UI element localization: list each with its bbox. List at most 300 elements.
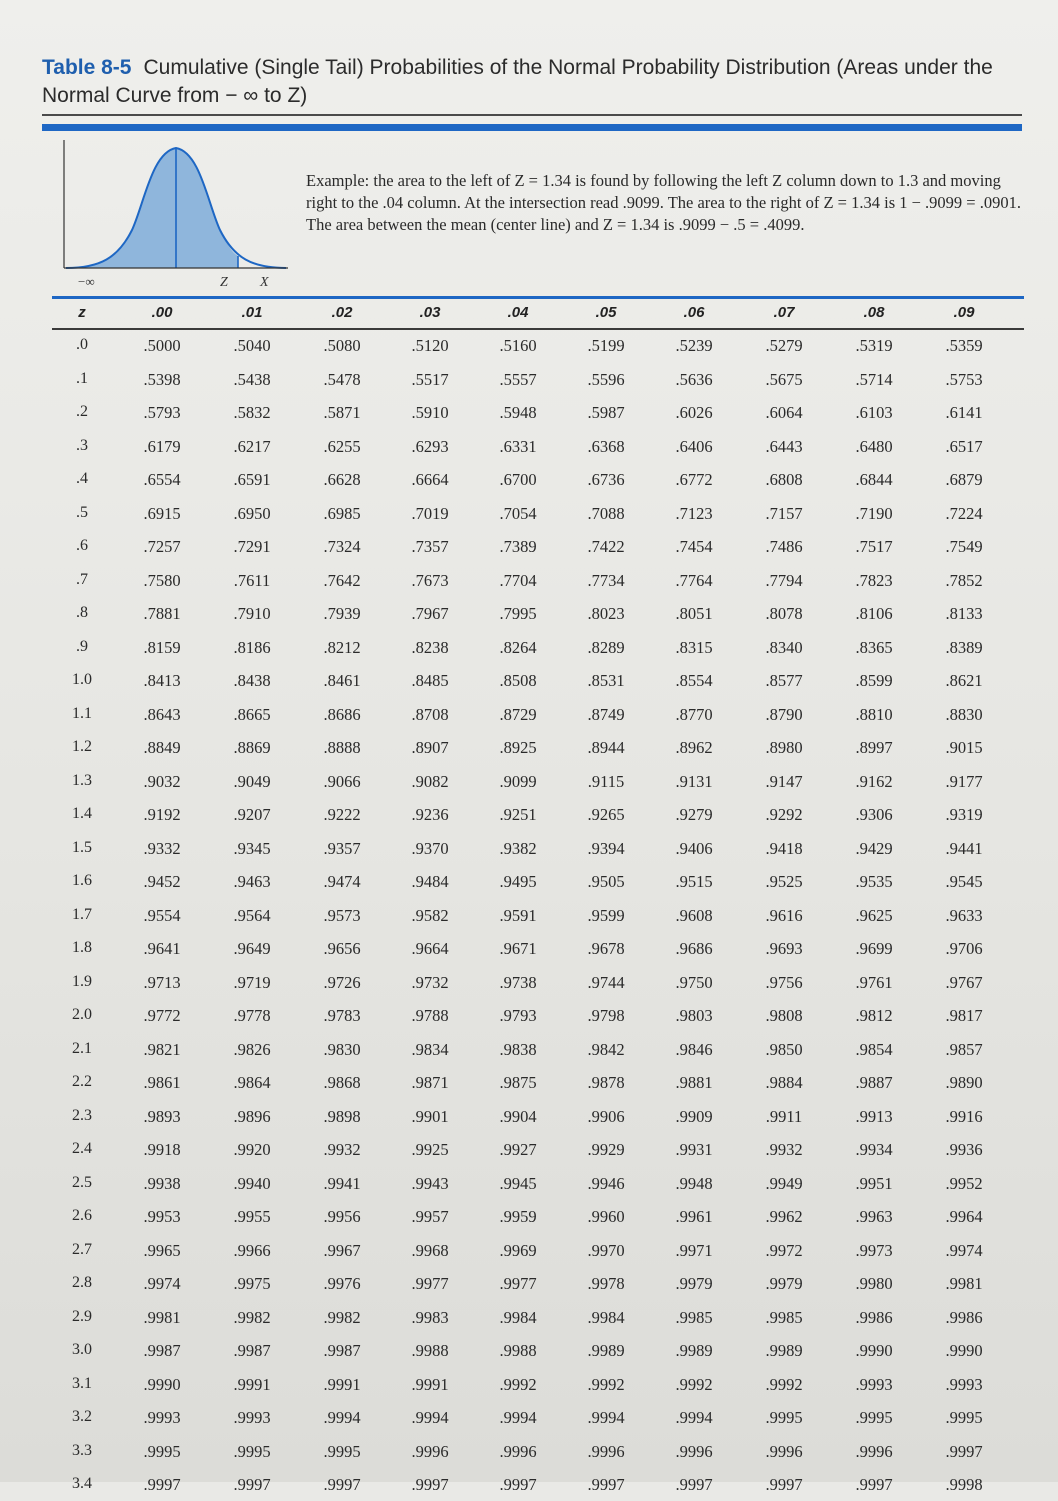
probability-cell: .8790	[765, 704, 803, 724]
probability-cell: .8888	[323, 738, 361, 757]
header-col: .05	[595, 304, 617, 321]
probability-cell: .9984	[587, 1307, 625, 1327]
probability-cell: .7939	[323, 604, 361, 623]
probability-cell: .9222	[323, 805, 361, 824]
probability-cell: .9082	[411, 771, 449, 791]
probability-cell: .9896	[233, 1106, 271, 1126]
table-caption: Cumulative (Single Tail) Probabilities of the Normal Probability Distribution (Areas under the Normal Curve from − ∞ to Z)	[42, 56, 993, 107]
probability-cell: .6591	[233, 470, 271, 489]
probability-cell: .9967	[323, 1240, 361, 1260]
probability-cell: .6628	[323, 470, 361, 489]
probability-cell: .9977	[411, 1274, 449, 1293]
z-value-cell: 1.9	[72, 972, 92, 990]
table-row	[52, 596, 1024, 630]
probability-cell: .8770	[675, 704, 713, 724]
probability-cell: .9963	[855, 1207, 893, 1226]
probability-cell: .9981	[143, 1307, 181, 1327]
probability-cell: .9964	[945, 1207, 983, 1226]
probability-cell: .9898	[323, 1106, 361, 1126]
probability-cell: .8023	[587, 604, 625, 623]
probability-cell: .9995	[945, 1408, 983, 1427]
probability-cell: .9936	[945, 1140, 983, 1159]
probability-cell: .9495	[499, 872, 537, 891]
probability-cell: .9861	[143, 1073, 181, 1092]
probability-cell: .9015	[945, 738, 983, 757]
probability-cell: .8944	[587, 738, 625, 757]
probability-cell: .9890	[945, 1073, 983, 1092]
probability-cell: .9878	[587, 1073, 625, 1092]
probability-cell: .9319	[945, 805, 983, 824]
probability-cell: .7422	[587, 537, 625, 556]
probability-cell: .9147	[765, 771, 803, 791]
header-col: .01	[241, 304, 263, 321]
probability-cell: .9949	[765, 1173, 803, 1193]
probability-cell: .9929	[587, 1140, 625, 1159]
normal-curve-svg	[60, 140, 292, 290]
probability-cell: .5398	[143, 369, 181, 389]
probability-cell: .5596	[587, 369, 625, 389]
probability-cell: .9932	[323, 1140, 361, 1159]
z-value-cell: 3.3	[72, 1441, 92, 1459]
probability-cell: .9783	[323, 1006, 361, 1025]
probability-cell: .9973	[855, 1240, 893, 1260]
probability-cell: .9972	[765, 1240, 803, 1260]
probability-cell: .5438	[233, 369, 271, 389]
probability-cell: .9641	[143, 939, 181, 958]
probability-cell: .9913	[855, 1106, 893, 1126]
probability-cell: .7734	[587, 570, 625, 590]
probability-cell: .9505	[587, 872, 625, 891]
probability-cell: .9955	[233, 1207, 271, 1226]
z-value-cell: .9	[76, 637, 88, 655]
probability-cell: .8665	[233, 704, 271, 724]
probability-cell: .9992	[587, 1374, 625, 1394]
probability-cell: .8461	[323, 671, 361, 690]
probability-cell: .7123	[675, 503, 713, 523]
probability-cell: .5517	[411, 369, 449, 389]
probability-cell: .9875	[499, 1073, 537, 1092]
probability-cell: .9881	[675, 1073, 713, 1092]
probability-cell: .9992	[499, 1374, 537, 1394]
z-value-cell: .6	[76, 537, 88, 554]
probability-cell: .8264	[499, 637, 537, 657]
table-row	[52, 1400, 1024, 1434]
probability-cell: .9032	[143, 771, 181, 791]
probability-cell: .6985	[323, 503, 361, 523]
probability-cell: .9997	[233, 1475, 271, 1494]
probability-cell: .9940	[233, 1173, 271, 1193]
probability-cell: .9788	[411, 1006, 449, 1025]
probability-cell: .9996	[675, 1441, 713, 1461]
probability-cell: .9793	[499, 1006, 537, 1025]
probability-cell: .6950	[233, 503, 271, 523]
table-row	[52, 529, 1024, 563]
probability-cell: .8643	[143, 704, 181, 724]
table-row	[52, 831, 1024, 865]
probability-cell: .9744	[587, 972, 625, 992]
probability-cell: .8577	[765, 671, 803, 690]
table-row	[52, 1099, 1024, 1133]
probability-cell: .9990	[143, 1374, 181, 1394]
probability-cell: .5832	[233, 403, 271, 422]
probability-cell: .9988	[499, 1341, 537, 1360]
header-col: .03	[419, 304, 441, 321]
probability-cell: .9732	[411, 972, 449, 992]
probability-cell: .5948	[499, 403, 537, 422]
probability-cell: .6736	[587, 470, 625, 489]
probability-cell: .7054	[499, 503, 537, 523]
z-value-cell: .0	[76, 336, 88, 353]
probability-cell: .9995	[143, 1441, 181, 1461]
probability-cell: .9901	[411, 1106, 449, 1126]
probability-cell: .8810	[855, 704, 893, 724]
probability-cell: .9991	[233, 1374, 271, 1394]
probability-cell: .7257	[143, 537, 181, 556]
probability-cell: .9370	[411, 838, 449, 858]
probability-cell: .9767	[945, 972, 983, 992]
probability-cell: .9625	[855, 905, 893, 925]
probability-cell: .9995	[855, 1408, 893, 1427]
table-row	[52, 998, 1024, 1032]
probability-cell: .9997	[765, 1475, 803, 1494]
probability-cell: .9994	[411, 1408, 449, 1427]
table-row	[52, 563, 1024, 597]
normal-curve-figure	[60, 140, 292, 290]
probability-cell: .7995	[499, 604, 537, 623]
probability-cell: .9406	[675, 838, 713, 858]
z-value-cell: .2	[76, 403, 88, 420]
table-row	[52, 1266, 1024, 1300]
probability-cell: .9115	[587, 771, 625, 791]
probability-cell: .9429	[855, 838, 893, 858]
probability-cell: .9994	[499, 1408, 537, 1427]
probability-cell: .9726	[323, 972, 361, 992]
probability-cell: .9989	[587, 1341, 625, 1360]
probability-cell: .6664	[411, 470, 449, 489]
probability-cell: .6141	[945, 403, 983, 422]
probability-cell: .6255	[323, 436, 361, 456]
probability-cell: .5753	[945, 369, 983, 389]
probability-cell: .9656	[323, 939, 361, 958]
probability-cell: .9846	[675, 1039, 713, 1059]
z-value-cell: .1	[76, 369, 88, 387]
header-top-rule	[52, 296, 1024, 299]
probability-cell: .9995	[323, 1441, 361, 1461]
probability-cell: .7549	[945, 537, 983, 556]
probability-cell: .9418	[765, 838, 803, 858]
z-value-cell: .5	[76, 503, 88, 521]
probability-cell: .9772	[143, 1006, 181, 1025]
probability-cell: .7673	[411, 570, 449, 590]
probability-cell: .9981	[945, 1274, 983, 1293]
probability-cell: .9463	[233, 872, 271, 891]
probability-cell: .8413	[143, 671, 181, 690]
probability-cell: .7224	[945, 503, 983, 523]
probability-cell: .9934	[855, 1140, 893, 1159]
z-value-cell: 3.1	[72, 1374, 92, 1392]
probability-cell: .9864	[233, 1073, 271, 1092]
probability-cell: .7611	[233, 570, 271, 590]
z-value-cell: .3	[76, 436, 88, 454]
z-value-cell: 1.2	[72, 738, 92, 755]
probability-cell: .9953	[143, 1207, 181, 1226]
probability-cell: .9931	[675, 1140, 713, 1159]
probability-cell: .8729	[499, 704, 537, 724]
probability-cell: .7291	[233, 537, 271, 556]
probability-cell: .9961	[675, 1207, 713, 1226]
table-row	[52, 1333, 1024, 1367]
probability-cell: .9909	[675, 1106, 713, 1126]
probability-cell: .7764	[675, 570, 713, 590]
probability-cell: .9986	[855, 1307, 893, 1327]
probability-cell: .9207	[233, 805, 271, 824]
probability-cell: .9332	[143, 838, 181, 858]
probability-cell: .9671	[499, 939, 537, 958]
probability-cell: .9927	[499, 1140, 537, 1159]
probability-cell: .9474	[323, 872, 361, 891]
probability-cell: .9982	[323, 1307, 361, 1327]
probability-cell: .9452	[143, 872, 181, 891]
probability-cell: .9957	[411, 1207, 449, 1226]
probability-cell: .9842	[587, 1039, 625, 1059]
probability-cell: .7881	[143, 604, 181, 623]
probability-cell: .8869	[233, 738, 271, 757]
probability-cell: .9992	[765, 1374, 803, 1394]
probability-cell: .9993	[855, 1374, 893, 1394]
probability-cell: .9951	[855, 1173, 893, 1193]
probability-cell: .6331	[499, 436, 537, 456]
probability-cell: .6480	[855, 436, 893, 456]
probability-cell: .9817	[945, 1006, 983, 1025]
probability-cell: .9251	[499, 805, 537, 824]
probability-cell: .9868	[323, 1073, 361, 1092]
probability-cell: .9564	[233, 905, 271, 925]
probability-cell: .9956	[323, 1207, 361, 1226]
z-value-cell: 1.6	[72, 872, 92, 889]
probability-cell: .9995	[765, 1408, 803, 1427]
probability-cell: .9357	[323, 838, 361, 858]
probability-cell: .7910	[233, 604, 271, 623]
z-value-cell: 2.2	[72, 1073, 92, 1090]
probability-cell: .7190	[855, 503, 893, 523]
probability-cell: .9992	[675, 1374, 713, 1394]
probability-cell: .8340	[765, 637, 803, 657]
probability-cell: .9968	[411, 1240, 449, 1260]
table-row	[52, 1166, 1024, 1200]
probability-cell: .8686	[323, 704, 361, 724]
probability-cell: .9938	[143, 1173, 181, 1193]
probability-cell: .5160	[499, 336, 537, 355]
z-value-cell: .8	[76, 604, 88, 621]
probability-cell: .5359	[945, 336, 983, 355]
probability-cell: .6293	[411, 436, 449, 456]
probability-cell: .8508	[499, 671, 537, 690]
probability-cell: .9986	[945, 1307, 983, 1327]
z-value-cell: 1.0	[72, 671, 92, 688]
probability-cell: .8749	[587, 704, 625, 724]
header-col: .07	[773, 304, 795, 321]
z-value-cell: 2.6	[72, 1207, 92, 1224]
table-row	[52, 898, 1024, 932]
z-value-cell: 2.4	[72, 1140, 92, 1157]
probability-cell: .9982	[233, 1307, 271, 1327]
probability-cell: .9719	[233, 972, 271, 992]
z-value-cell: 3.2	[72, 1408, 92, 1425]
probability-cell: .9983	[411, 1307, 449, 1327]
probability-cell: .9394	[587, 838, 625, 858]
header-col: .02	[331, 304, 353, 321]
probability-cell: .9997	[323, 1475, 361, 1494]
probability-cell: .5714	[855, 369, 893, 389]
probability-cell: .9484	[411, 872, 449, 891]
probability-cell: .8962	[675, 738, 713, 757]
probability-cell: .8159	[143, 637, 181, 657]
probability-cell: .9830	[323, 1039, 361, 1059]
probability-cell: .9997	[587, 1475, 625, 1494]
z-value-cell: 3.0	[72, 1341, 92, 1358]
probability-cell: .6406	[675, 436, 713, 456]
probability-cell: .8365	[855, 637, 893, 657]
table-row	[52, 1065, 1024, 1099]
probability-cell: .9608	[675, 905, 713, 925]
probability-cell: .6517	[945, 436, 983, 456]
probability-cell: .8925	[499, 738, 537, 757]
probability-cell: .6217	[233, 436, 271, 456]
table-row	[52, 496, 1024, 530]
probability-cell: .9984	[499, 1307, 537, 1327]
probability-cell: .9582	[411, 905, 449, 925]
probability-cell: .9750	[675, 972, 713, 992]
probability-cell: .9974	[143, 1274, 181, 1293]
probability-cell: .9989	[675, 1341, 713, 1360]
probability-cell: .9756	[765, 972, 803, 992]
header-z: z	[78, 304, 86, 321]
probability-cell: .5239	[675, 336, 713, 355]
table-row	[52, 429, 1024, 463]
probability-cell: .9974	[945, 1240, 983, 1260]
probability-cell: .9966	[233, 1240, 271, 1260]
probability-cell: .9826	[233, 1039, 271, 1059]
probability-cell: .5910	[411, 403, 449, 422]
header-row	[52, 300, 1024, 328]
probability-cell: .8980	[765, 738, 803, 757]
probability-cell: .7642	[323, 570, 361, 590]
z-value-cell: 3.4	[72, 1475, 92, 1492]
probability-cell: .9975	[233, 1274, 271, 1293]
probability-cell: .6808	[765, 470, 803, 489]
probability-cell: .9265	[587, 805, 625, 824]
probability-cell: .5478	[323, 369, 361, 389]
probability-cell: .9970	[587, 1240, 625, 1260]
probability-cell: .9649	[233, 939, 271, 958]
table-row	[52, 965, 1024, 999]
probability-cell: .8438	[233, 671, 271, 690]
probability-cell: .9991	[323, 1374, 361, 1394]
probability-cell: .6915	[143, 503, 181, 523]
probability-cell: .8907	[411, 738, 449, 757]
probability-cell: .6844	[855, 470, 893, 489]
probability-cell: .9911	[765, 1106, 803, 1126]
probability-cell: .9706	[945, 939, 983, 958]
probability-cell: .9441	[945, 838, 983, 858]
probability-cell: .9994	[587, 1408, 625, 1427]
probability-cell: .9985	[675, 1307, 713, 1327]
probability-cell: .6368	[587, 436, 625, 456]
probability-cell: .5120	[411, 336, 449, 355]
probability-cell: .8106	[855, 604, 893, 623]
probability-cell: .9987	[233, 1341, 271, 1360]
probability-cell: .9980	[855, 1274, 893, 1293]
probability-cell: .9292	[765, 805, 803, 824]
probability-cell: .9987	[323, 1341, 361, 1360]
probability-cell: .9995	[233, 1441, 271, 1461]
probability-cell: .7967	[411, 604, 449, 623]
probability-cell: .9952	[945, 1173, 983, 1193]
table-row	[52, 1132, 1024, 1166]
table-row	[52, 730, 1024, 764]
probability-cell: .6064	[765, 403, 803, 422]
probability-cell: .9916	[945, 1106, 983, 1126]
probability-cell: .9850	[765, 1039, 803, 1059]
probability-cell: .9761	[855, 972, 893, 992]
probability-cell: .9887	[855, 1073, 893, 1092]
table-row	[52, 462, 1024, 496]
probability-cell: .9616	[765, 905, 803, 925]
probability-cell: .9525	[765, 872, 803, 891]
probability-cell: .7357	[411, 537, 449, 556]
probability-cell: .9978	[587, 1274, 625, 1293]
probability-cell: .9962	[765, 1207, 803, 1226]
probability-cell: .9993	[945, 1374, 983, 1394]
probability-cell: .9979	[765, 1274, 803, 1293]
probability-cell: .9599	[587, 905, 625, 925]
probability-cell: .9279	[675, 805, 713, 824]
probability-cell: .8186	[233, 637, 271, 657]
probability-cell: .8238	[411, 637, 449, 657]
probability-cell: .9049	[233, 771, 271, 791]
title-rule	[42, 114, 1022, 116]
probability-cell: .9941	[323, 1173, 361, 1193]
probability-cell: .9918	[143, 1140, 181, 1159]
probability-cell: .9699	[855, 939, 893, 958]
probability-cell: .9664	[411, 939, 449, 958]
probability-cell: .9798	[587, 1006, 625, 1025]
probability-cell: .9554	[143, 905, 181, 925]
probability-cell: .7157	[765, 503, 803, 523]
probability-cell: .5000	[143, 336, 181, 355]
probability-cell: .6554	[143, 470, 181, 489]
probability-cell: .9943	[411, 1173, 449, 1193]
probability-cell: .9945	[499, 1173, 537, 1193]
probability-cell: .9591	[499, 905, 537, 925]
probability-cell: .9535	[855, 872, 893, 891]
probability-cell: .7486	[765, 537, 803, 556]
probability-cell: .6879	[945, 470, 983, 489]
probability-cell: .9988	[411, 1341, 449, 1360]
header-col: .08	[863, 304, 885, 321]
probability-cell: .9932	[765, 1140, 803, 1159]
probability-cell: .8315	[675, 637, 713, 657]
probability-cell: .7580	[143, 570, 181, 590]
probability-cell: .9906	[587, 1106, 625, 1126]
probability-cell: .9893	[143, 1106, 181, 1126]
probability-cell: .5040	[233, 336, 271, 355]
z-value-cell: 1.4	[72, 805, 92, 822]
probability-cell: .5793	[143, 403, 181, 422]
probability-cell: .9738	[499, 972, 537, 992]
probability-cell: .9959	[499, 1207, 537, 1226]
probability-cell: .9099	[499, 771, 537, 791]
